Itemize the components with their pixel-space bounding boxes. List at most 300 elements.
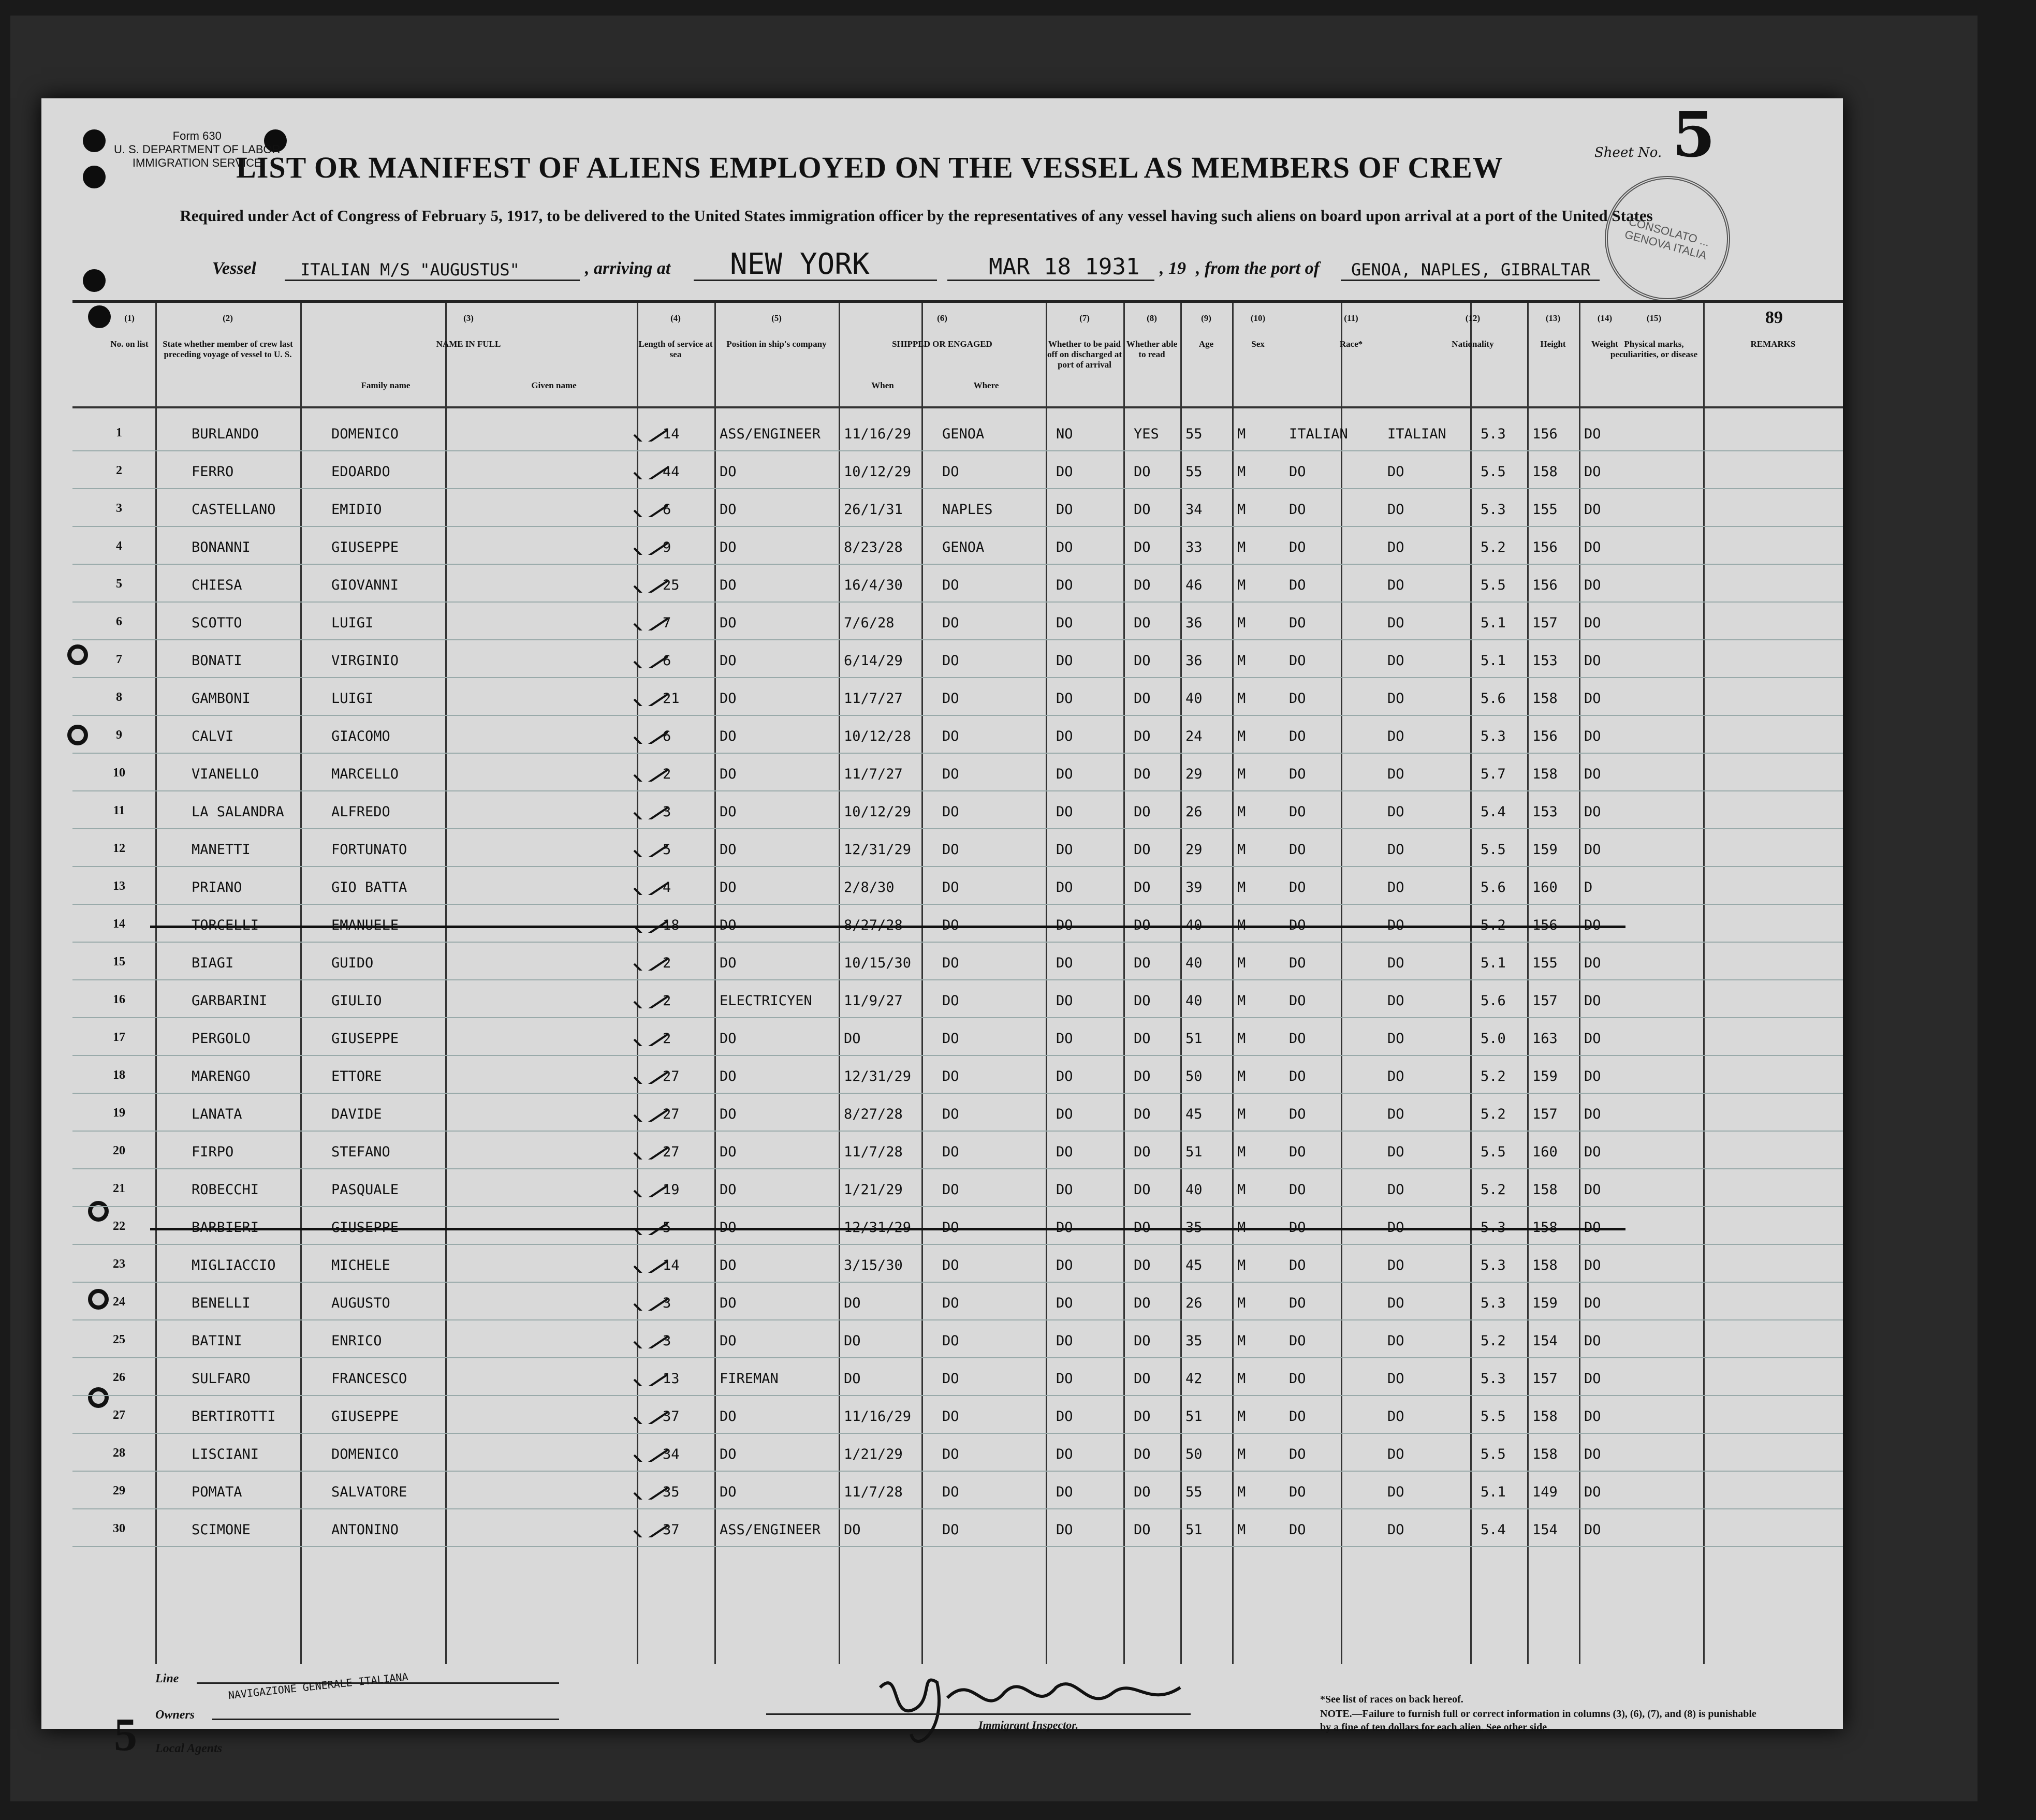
row-rule [72, 866, 1843, 867]
column-divider [1232, 303, 1234, 1664]
paid-off: DO [1056, 993, 1073, 1009]
check-mark [632, 1253, 668, 1273]
check-mark [632, 535, 668, 555]
position: DO [720, 1144, 737, 1160]
service-length: 13 [663, 1371, 680, 1387]
sex: M [1237, 1031, 1246, 1047]
age: 51 [1185, 1031, 1203, 1047]
given-name: DOMENICO [331, 1446, 399, 1462]
column-header: Age [1198, 339, 1214, 349]
shipped-when: 11/16/29 [844, 1408, 912, 1425]
height: 5.1 [1481, 1484, 1506, 1500]
weight: 158 [1532, 1182, 1558, 1198]
able-to-read: DO [1134, 1522, 1151, 1538]
able-to-read: DO [1134, 1144, 1151, 1160]
sex: M [1237, 993, 1246, 1009]
weight: 160 [1532, 1144, 1558, 1160]
stamp-text: CONSOLATO ... GENOVA ITALIA [1623, 215, 1711, 262]
weight: 158 [1532, 1408, 1558, 1425]
physical-marks: DO [1584, 1371, 1601, 1387]
race: DO [1289, 1446, 1306, 1462]
sex: M [1237, 1295, 1246, 1311]
row-rule [72, 1508, 1843, 1509]
given-name: MICHELE [331, 1257, 390, 1273]
check-mark [632, 1442, 668, 1462]
able-to-read: DO [1134, 691, 1151, 707]
nationality: DO [1387, 955, 1404, 971]
age: 45 [1185, 1106, 1203, 1122]
column-header: Length of service at sea [638, 339, 713, 359]
shipped-where: DO [942, 1182, 959, 1198]
row-number: 28 [113, 1446, 125, 1460]
physical-marks: DO [1584, 1522, 1601, 1538]
age: 26 [1185, 1295, 1203, 1311]
nationality: DO [1387, 1484, 1404, 1500]
shipped-where: DO [942, 1484, 959, 1500]
paid-off: DO [1056, 1068, 1073, 1084]
position: DO [720, 1446, 737, 1462]
row-number: 23 [113, 1257, 125, 1271]
row-rule [72, 1433, 1843, 1434]
service-length: 37 [663, 1408, 680, 1425]
nationality: DO [1387, 1257, 1404, 1273]
shipped-where: DO [942, 804, 959, 820]
row-rule [72, 564, 1843, 565]
row-number: 27 [113, 1408, 125, 1422]
sex: M [1237, 1257, 1246, 1273]
family-name: BENELLI [192, 1295, 251, 1311]
family-name: FERRO [192, 464, 234, 480]
height: 5.1 [1481, 653, 1506, 669]
physical-marks: DO [1584, 955, 1601, 971]
age: 55 [1185, 1484, 1203, 1500]
service-length: 21 [663, 691, 680, 707]
able-to-read: DO [1134, 1106, 1151, 1122]
row-number: 17 [113, 1031, 125, 1044]
weight: 157 [1532, 1106, 1558, 1122]
age: 51 [1185, 1144, 1203, 1160]
nationality: DO [1387, 1446, 1404, 1462]
shipped-when: 11/7/27 [844, 766, 903, 782]
service-length: 6 [663, 728, 671, 744]
row-number: 10 [113, 766, 125, 780]
document-subtitle: Required under Act of Congress of February 5, 1917, to be delivered to the United States immigration officer by the representatives of any vessel having such aliens on board upon arrival at a port of the United States [180, 207, 1653, 225]
nationality: DO [1387, 691, 1404, 707]
check-mark [632, 649, 668, 668]
manifest-sheet [41, 98, 1843, 1760]
service-length: 14 [663, 426, 680, 442]
able-to-read: DO [1134, 879, 1151, 896]
footnote: *See list of races on back hereof. [1320, 1694, 1463, 1705]
shipped-when: 11/16/29 [844, 426, 912, 442]
service-length: 27 [663, 1068, 680, 1084]
shipped-where: DO [942, 728, 959, 744]
column-header: State whether member of crew last preceding voyage of vessel to U. S. [163, 339, 293, 359]
race: DO [1289, 1295, 1306, 1311]
shipped-where: DO [942, 955, 959, 971]
paid-off: DO [1056, 1484, 1073, 1500]
column-header: Physical marks, peculiarities, or disease [1610, 339, 1698, 359]
physical-marks: DO [1584, 1257, 1601, 1273]
height: 5.6 [1481, 879, 1506, 896]
weight: 158 [1532, 1257, 1558, 1273]
row-rule [72, 1131, 1843, 1132]
able-to-read: DO [1134, 766, 1151, 782]
paid-off: DO [1056, 615, 1073, 631]
column-divider [1046, 303, 1047, 1664]
shipped-when: 2/8/30 [844, 879, 895, 896]
given-name: GIUSEPPE [331, 1408, 399, 1425]
shipped-when: DO [844, 1371, 861, 1387]
shipped-when: 12/31/29 [844, 842, 912, 858]
family-name: GAMBONI [192, 691, 251, 707]
service-length: 6 [663, 653, 671, 669]
paid-off: DO [1056, 1182, 1073, 1198]
physical-marks: DO [1584, 539, 1601, 555]
height: 5.3 [1481, 1257, 1506, 1273]
age: 29 [1185, 766, 1203, 782]
row-number: 24 [113, 1295, 125, 1309]
arrival-port: NEW YORK [730, 247, 870, 281]
nationality: DO [1387, 1031, 1404, 1047]
weight: 153 [1532, 804, 1558, 820]
nationality: DO [1387, 539, 1404, 555]
service-length: 19 [663, 1182, 680, 1198]
age: 55 [1185, 464, 1203, 480]
row-rule [72, 1319, 1843, 1320]
column-divider [839, 303, 840, 1664]
from-label: , from the port of [1196, 259, 1320, 278]
family-name: BIAGI [192, 955, 234, 971]
column-number: (3) [463, 313, 474, 323]
row-rule [72, 1395, 1843, 1396]
row-rule [72, 753, 1843, 754]
row-number: 18 [113, 1068, 125, 1082]
line-label: Line [155, 1672, 179, 1685]
column-header: Whether able to read [1126, 339, 1178, 359]
manifest-footer [114, 1651, 1827, 1807]
sex: M [1237, 615, 1246, 631]
family-name: SULFARO [192, 1371, 251, 1387]
service-length: 37 [663, 1522, 680, 1538]
row-rule [72, 1357, 1843, 1358]
sex: M [1237, 766, 1246, 782]
row-rule [72, 1471, 1843, 1472]
shipped-where: DO [942, 691, 959, 707]
position: DO [720, 955, 737, 971]
race: DO [1289, 1106, 1306, 1122]
height: 5.5 [1481, 577, 1506, 593]
row-rule [72, 526, 1843, 527]
race: DO [1289, 615, 1306, 631]
check-mark [632, 573, 668, 593]
row-number: 22 [113, 1220, 125, 1233]
row-rule [72, 1282, 1843, 1283]
race: DO [1289, 577, 1306, 593]
check-mark [632, 1215, 668, 1235]
sex: M [1237, 691, 1246, 707]
shipped-when: 11/7/28 [844, 1144, 903, 1160]
column-divider [155, 303, 157, 1664]
nationality: DO [1387, 1295, 1404, 1311]
height: 5.7 [1481, 766, 1506, 782]
shipped-where: DO [942, 993, 959, 1009]
height: 5.5 [1481, 1408, 1506, 1425]
physical-marks: DO [1584, 1484, 1601, 1500]
physical-marks: DO [1584, 1182, 1601, 1198]
column-number: (5) [771, 313, 782, 323]
check-mark [632, 724, 668, 744]
column-number: (7) [1079, 313, 1090, 323]
height: 5.3 [1481, 502, 1506, 518]
column-divider [1123, 303, 1125, 1664]
check-mark [632, 497, 668, 517]
paid-off: DO [1056, 955, 1073, 971]
shipped-where: DO [942, 1333, 959, 1349]
shipped-where: DO [942, 842, 959, 858]
position: DO [720, 1031, 737, 1047]
service-length: 34 [663, 1446, 680, 1462]
paid-off: DO [1056, 1333, 1073, 1349]
nationality: DO [1387, 804, 1404, 820]
row-number: 4 [116, 539, 122, 553]
family-name: BONANNI [192, 539, 251, 555]
check-mark [632, 1291, 668, 1311]
family-name: MARENGO [192, 1068, 251, 1084]
paid-off: DO [1056, 1371, 1073, 1387]
shipped-when: 10/12/28 [844, 728, 912, 744]
row-rule [72, 1017, 1843, 1018]
check-mark [632, 989, 668, 1008]
height: 5.4 [1481, 804, 1506, 820]
corner-sheet-number: 5 [114, 1709, 137, 1760]
shipped-when: 1/21/29 [844, 1182, 903, 1198]
check-mark [632, 1064, 668, 1084]
check-mark [632, 686, 668, 706]
age: 40 [1185, 691, 1203, 707]
row-rule [72, 450, 1843, 451]
shipped-when: 11/7/27 [844, 691, 903, 707]
sheet-label: Sheet No. [1594, 145, 1662, 160]
family-name: VIANELLO [192, 766, 259, 782]
nationality: DO [1387, 1106, 1404, 1122]
paid-off: DO [1056, 691, 1073, 707]
able-to-read: DO [1134, 842, 1151, 858]
given-name: FRANCESCO [331, 1371, 407, 1387]
family-name: CALVI [192, 728, 234, 744]
sex: M [1237, 1333, 1246, 1349]
family-name: SCIMONE [192, 1522, 251, 1538]
service-length: 2 [663, 955, 671, 971]
row-number: 1 [116, 426, 122, 439]
weight: 157 [1532, 993, 1558, 1009]
height: 5.6 [1481, 993, 1506, 1009]
department: U. S. DEPARTMENT OF LABOR [114, 143, 281, 156]
check-mark [632, 875, 668, 895]
check-mark [632, 1367, 668, 1386]
physical-marks: D [1584, 879, 1593, 896]
nationality: DO [1387, 1522, 1404, 1538]
paid-off: DO [1056, 653, 1073, 669]
physical-marks: DO [1584, 615, 1601, 631]
height: 5.5 [1481, 1446, 1506, 1462]
shipped-where: DO [942, 1371, 959, 1387]
physical-marks: DO [1584, 1106, 1601, 1122]
given-name: STEFANO [331, 1144, 390, 1160]
shipped-when: 8/27/28 [844, 1106, 903, 1122]
check-mark [632, 1026, 668, 1046]
able-to-read: DO [1134, 653, 1151, 669]
family-name: MANETTI [192, 842, 251, 858]
paid-off: NO [1056, 426, 1073, 442]
weight: 156 [1532, 577, 1558, 593]
vessel-line [212, 247, 1610, 290]
height: 5.3 [1481, 1295, 1506, 1311]
check-mark [632, 1140, 668, 1159]
able-to-read: DO [1134, 993, 1151, 1009]
able-to-read: DO [1134, 464, 1151, 480]
strike-through-line [150, 926, 1625, 928]
race: DO [1289, 502, 1306, 518]
column-header: Nationality [1452, 339, 1494, 349]
age: 51 [1185, 1408, 1203, 1425]
row-number: 12 [113, 842, 125, 855]
weight: 158 [1532, 1446, 1558, 1462]
nationality: DO [1387, 1144, 1404, 1160]
physical-marks: DO [1584, 804, 1601, 820]
physical-marks: DO [1584, 1446, 1601, 1462]
consulate-stamp [1591, 162, 1744, 315]
row-rule [72, 790, 1843, 791]
physical-marks: DO [1584, 766, 1601, 782]
position: DO [720, 502, 737, 518]
height: 5.1 [1481, 615, 1506, 631]
shipped-when: 8/23/28 [844, 539, 903, 555]
able-to-read: DO [1134, 804, 1151, 820]
shipped-where: DO [942, 653, 959, 669]
height: 5.3 [1481, 426, 1506, 442]
paid-off: DO [1056, 539, 1073, 555]
position: DO [720, 615, 737, 631]
able-to-read: DO [1134, 1068, 1151, 1084]
height: 5.5 [1481, 842, 1506, 858]
weight: 154 [1532, 1522, 1558, 1538]
service-length: 3 [663, 1333, 671, 1349]
physical-marks: DO [1584, 728, 1601, 744]
sex: M [1237, 804, 1246, 820]
column-number: (13) [1545, 313, 1561, 323]
race: DO [1289, 1068, 1306, 1084]
column-number: (2) [223, 313, 233, 323]
height: 5.2 [1481, 1333, 1506, 1349]
able-to-read: DO [1134, 1446, 1151, 1462]
physical-marks: DO [1584, 1031, 1601, 1047]
nationality: DO [1387, 653, 1404, 669]
weight: 160 [1532, 879, 1558, 896]
position: ELECTRICYEN [720, 993, 812, 1009]
weight: 158 [1532, 464, 1558, 480]
shipped-when: 10/12/29 [844, 804, 912, 820]
race: DO [1289, 842, 1306, 858]
row-rule [72, 1093, 1843, 1094]
able-to-read: YES [1134, 426, 1159, 442]
shipped-where: GENOA [942, 539, 985, 555]
check-mark [632, 800, 668, 819]
paid-off: DO [1056, 766, 1073, 782]
weight: 157 [1532, 1371, 1558, 1387]
service-length: 14 [663, 1257, 680, 1273]
check-mark [632, 838, 668, 857]
shipped-when: 1/21/29 [844, 1446, 903, 1462]
column-number: (8) [1147, 313, 1157, 323]
vessel-name: ITALIAN M/S "AUGUSTUS" [300, 260, 520, 280]
height: 5.5 [1481, 1144, 1506, 1160]
shipped-where: NAPLES [942, 502, 993, 518]
age: 50 [1185, 1446, 1203, 1462]
physical-marks: DO [1584, 1408, 1601, 1425]
height: 5.5 [1481, 464, 1506, 480]
age: 33 [1185, 539, 1203, 555]
paid-off: DO [1056, 1522, 1073, 1538]
physical-marks: DO [1584, 1144, 1601, 1160]
shipped-when: 26/1/31 [844, 502, 903, 518]
height: 5.4 [1481, 1522, 1506, 1538]
weight: 158 [1532, 766, 1558, 782]
shipped-when: 7/6/28 [844, 615, 895, 631]
column-divider [1470, 303, 1472, 1664]
race: DO [1289, 1182, 1306, 1198]
departure-ports: GENOA, NAPLES, GIBRALTAR [1351, 260, 1591, 280]
row-number: 15 [113, 955, 125, 968]
service: IMMIGRATION SERVICE [132, 156, 262, 169]
able-to-read: DO [1134, 1333, 1151, 1349]
nationality: DO [1387, 464, 1404, 480]
service-length: 2 [663, 1031, 671, 1047]
able-to-read: DO [1134, 955, 1151, 971]
height: 5.2 [1481, 1182, 1506, 1198]
sex: M [1237, 502, 1246, 518]
paid-off: DO [1056, 1106, 1073, 1122]
service-length: 25 [663, 577, 680, 593]
paid-off: DO [1056, 1446, 1073, 1462]
nationality: DO [1387, 1182, 1404, 1198]
column-divider [445, 303, 447, 1664]
weight: 155 [1532, 955, 1558, 971]
given-name: GIUSEPPE [331, 539, 399, 555]
position: DO [720, 1068, 737, 1084]
column-number: (1) [124, 313, 135, 323]
age: 40 [1185, 1182, 1203, 1198]
column-number: (11) [1344, 313, 1358, 323]
race: DO [1289, 1408, 1306, 1425]
row-number: 5 [116, 577, 122, 591]
shipped-when: 11/7/28 [844, 1484, 903, 1500]
family-name: POMATA [192, 1484, 242, 1500]
given-name: PASQUALE [331, 1182, 399, 1198]
document-title: LIST OR MANIFEST OF ALIENS EMPLOYED ON THE VESSEL AS MEMBERS OF CREW [236, 151, 1503, 184]
service-length: 5 [663, 842, 671, 858]
race: DO [1289, 728, 1306, 744]
nationality: DO [1387, 993, 1404, 1009]
height: 5.6 [1481, 691, 1506, 707]
note: NOTE.—Failure to furnish full or correct information in columns (3), (6), (7), and (8) is punishable by a fine of ten dollars for each alien. See other side. [1320, 1708, 1756, 1733]
nationality: DO [1387, 879, 1404, 896]
race: DO [1289, 993, 1306, 1009]
family-name: LISCIANI [192, 1446, 259, 1462]
paid-off: DO [1056, 502, 1073, 518]
height: 5.3 [1481, 1371, 1506, 1387]
age: 29 [1185, 842, 1203, 858]
